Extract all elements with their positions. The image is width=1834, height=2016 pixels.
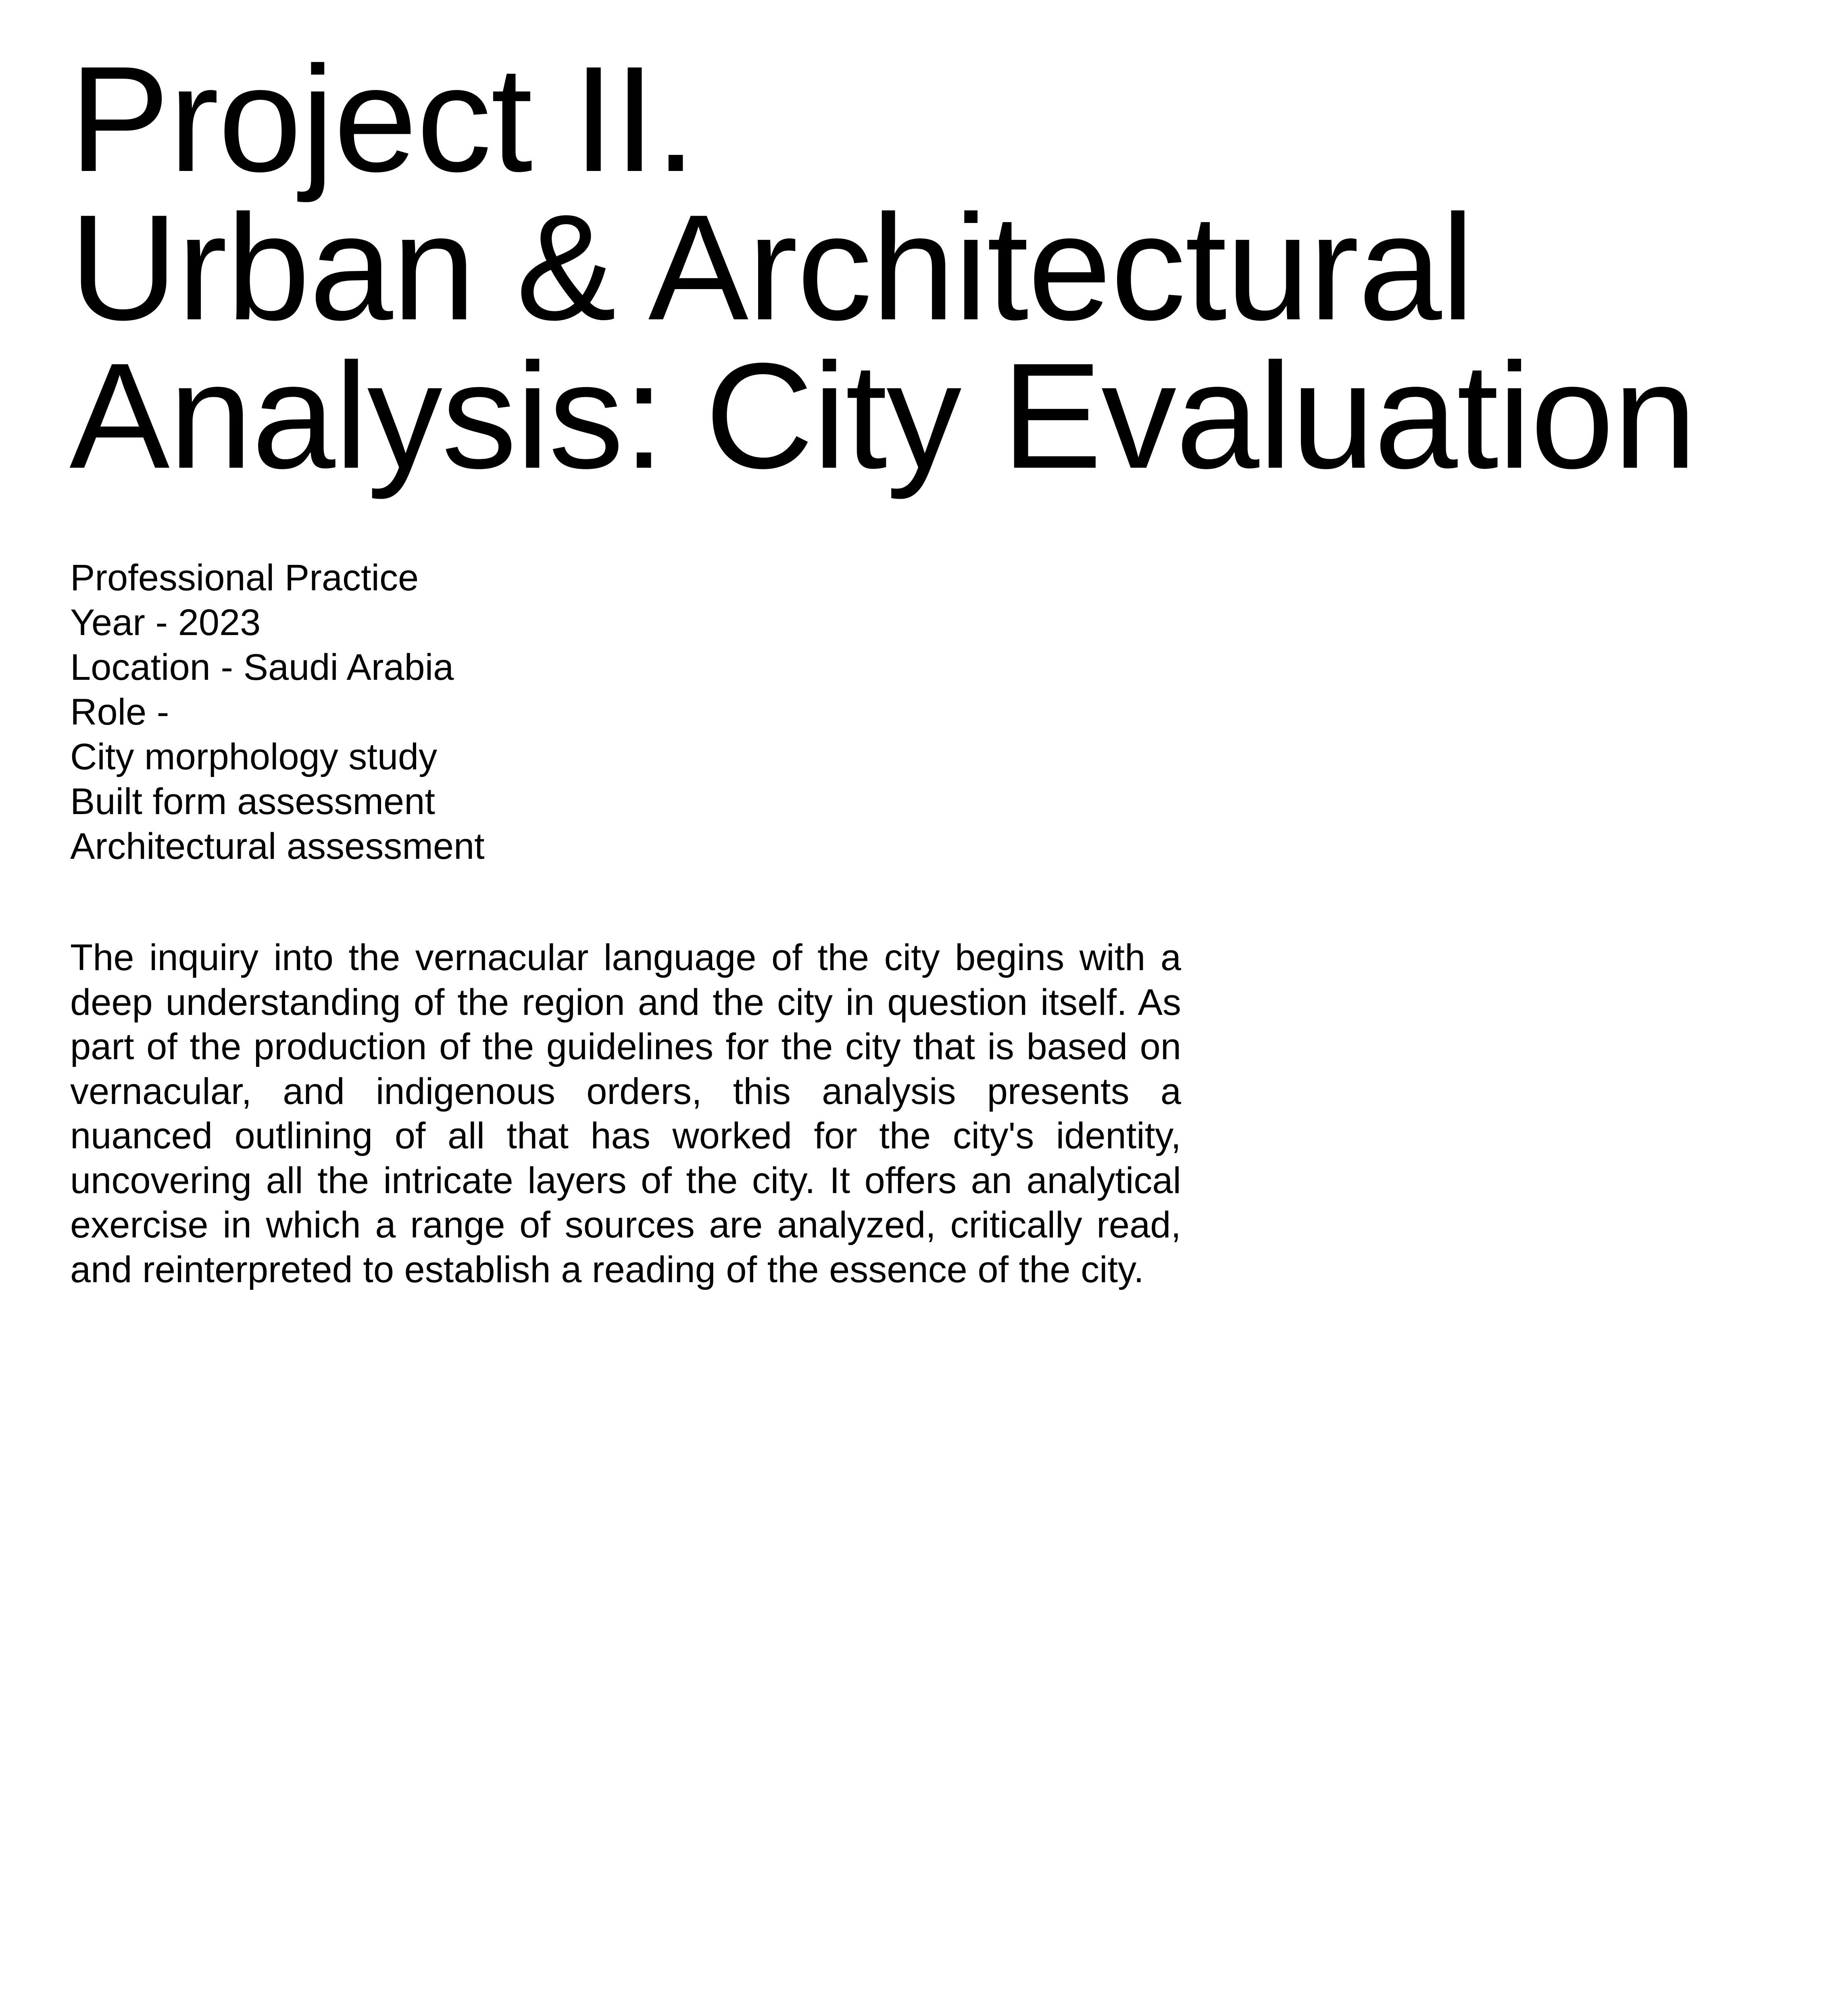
meta-role-built-form: Built form assessment <box>70 781 435 822</box>
meta-role-morphology: City morphology study <box>70 736 438 777</box>
meta-location: Location - Saudi Arabia <box>70 647 454 688</box>
meta-role-architectural: Architectural assessment <box>70 826 485 867</box>
meta-role-label: Role - <box>70 691 169 733</box>
title-line-3: Analysis: City Evaluation <box>69 332 1696 500</box>
project-meta-list <box>70 556 485 869</box>
title-line-2: Urban & Architectural <box>69 183 1474 352</box>
page-title <box>69 35 1696 500</box>
project-description: The inquiry into the vernacular language of the city begins with a deep understanding of the region and the city in question itself. As part of the production of the guidelines for the city that is based on vernacular, and indigenous orders, this analysis presents a nuanced outlining of all that has worked for the city's identity, uncovering all the intricate layers of the city. It offers an analytical exercise in which a range of sources are analyzed, critically read, and reinterpreted to establish a reading of the essence of the city. <box>70 937 1181 1290</box>
meta-practice: Professional Practice <box>70 557 419 598</box>
title-line-1: Project II. <box>69 35 696 203</box>
meta-year: Year - 2023 <box>70 602 261 643</box>
